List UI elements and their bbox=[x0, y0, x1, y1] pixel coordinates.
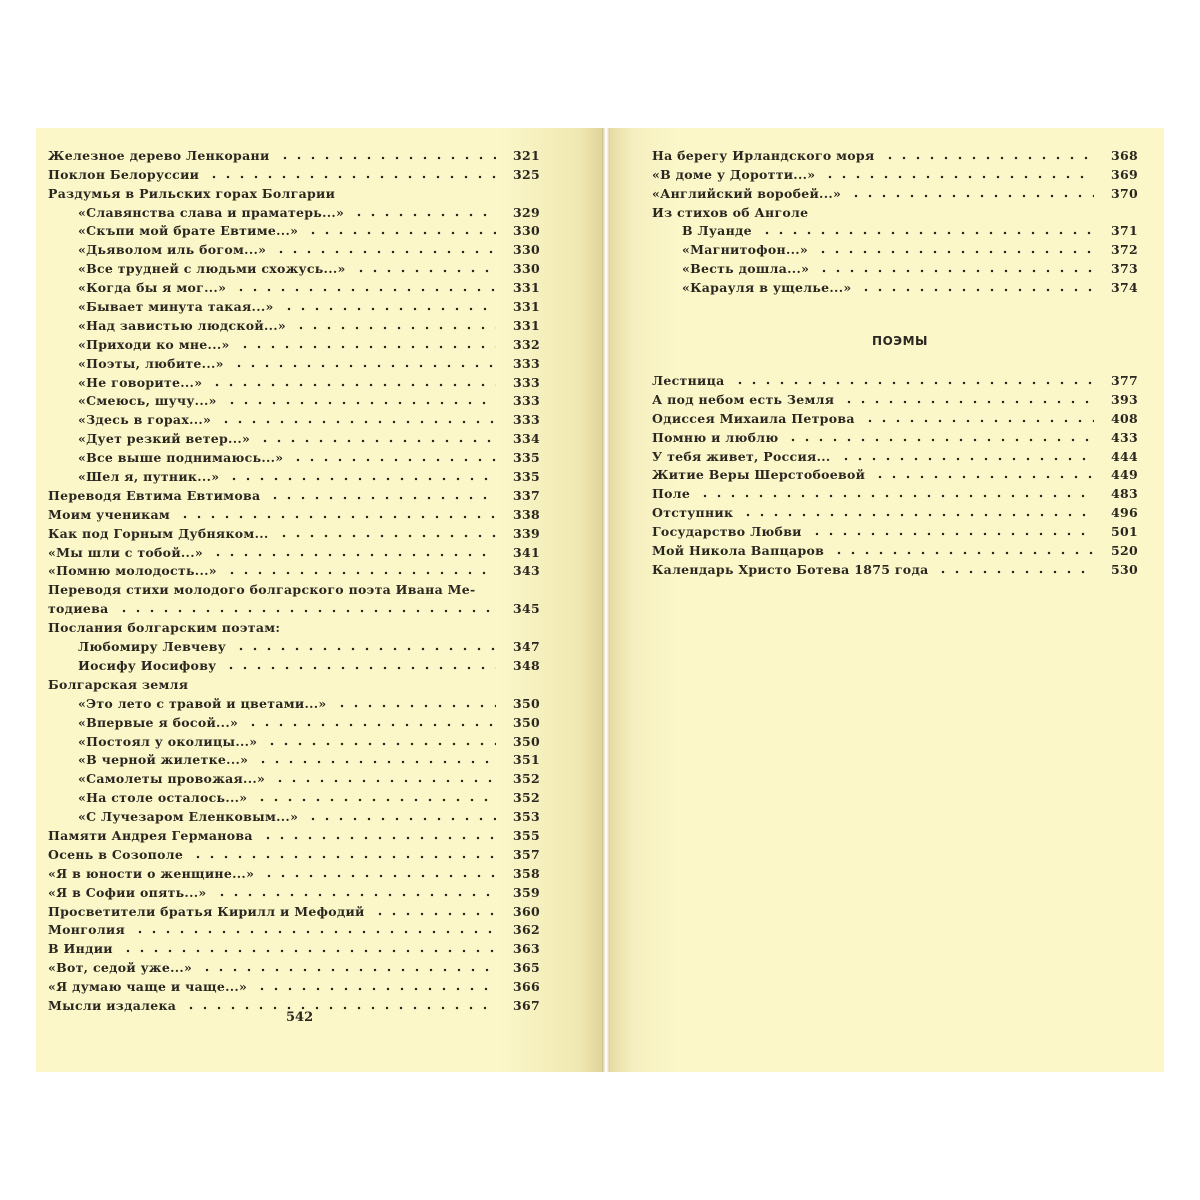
entry-title: «Я в Софии опять...» bbox=[48, 884, 207, 900]
entry-title: «Я думаю чаще и чаще...» bbox=[48, 979, 248, 995]
dot-leader bbox=[184, 1006, 496, 1010]
toc-entry bbox=[48, 408, 540, 427]
toc-entry bbox=[48, 238, 540, 257]
dot-leader bbox=[760, 231, 1094, 235]
entry-title: Мой Никола Вапцаров bbox=[652, 543, 825, 559]
toc-entry bbox=[48, 975, 540, 994]
toc-entry bbox=[48, 711, 540, 730]
entry-page-number: 449 bbox=[1111, 467, 1138, 483]
toc-entry bbox=[48, 937, 540, 956]
dot-leader bbox=[936, 570, 1094, 574]
toc-entry bbox=[652, 220, 1138, 239]
toc-entry bbox=[652, 558, 1138, 577]
toc-entry bbox=[652, 182, 1138, 201]
dot-leader bbox=[238, 345, 496, 349]
entry-page-number: 363 bbox=[513, 941, 540, 957]
entry-title: Раздумья в Рильских горах Болгарии bbox=[48, 185, 336, 201]
entry-title: Переводя стихи молодого болгарского поэта Ивана Ме- bbox=[48, 582, 476, 598]
entry-title: «Помню молодость...» bbox=[48, 563, 217, 579]
dot-leader bbox=[810, 532, 1094, 536]
toc-entry bbox=[48, 333, 540, 352]
entry-title: Послания болгарским поэтам: bbox=[48, 620, 281, 636]
toc-entry bbox=[652, 238, 1138, 257]
entry-title: Отступник bbox=[652, 505, 734, 521]
entry-page-number: 360 bbox=[513, 903, 540, 919]
entry-title: Календарь Христо Ботева 1875 года bbox=[652, 561, 929, 577]
dot-leader bbox=[741, 513, 1094, 517]
toc-entry bbox=[48, 220, 540, 239]
toc-entry bbox=[48, 805, 540, 824]
dot-leader bbox=[839, 457, 1094, 461]
dot-leader bbox=[306, 817, 496, 821]
toc-entry bbox=[652, 201, 1138, 220]
entry-page-number: 362 bbox=[513, 922, 540, 938]
toc-entry bbox=[652, 276, 1138, 295]
dot-leader bbox=[191, 855, 496, 859]
entry-title: На берегу Ирландского моря bbox=[652, 147, 875, 163]
entry-title: «Бывает минута такая...» bbox=[78, 299, 274, 315]
toc-entry bbox=[48, 824, 540, 843]
entry-page-number: 370 bbox=[1111, 185, 1138, 201]
toc-entry bbox=[652, 501, 1138, 520]
toc-entry bbox=[652, 426, 1138, 445]
toc-entry bbox=[48, 578, 540, 597]
entry-title: Государство Любви bbox=[652, 524, 802, 540]
toc-entry bbox=[48, 503, 540, 522]
entry-page-number: 530 bbox=[1111, 561, 1138, 577]
entry-title: «Все трудней с людьми схожусь...» bbox=[78, 261, 346, 277]
toc-entry bbox=[652, 163, 1138, 182]
entry-page-number: 335 bbox=[513, 450, 540, 466]
toc-entry bbox=[48, 749, 540, 768]
entry-title: Болгарская земля bbox=[48, 676, 189, 692]
entry-title: «Не говорите...» bbox=[78, 374, 203, 390]
dot-leader bbox=[261, 836, 496, 840]
dot-leader bbox=[232, 364, 496, 368]
dot-leader bbox=[234, 288, 496, 292]
dot-leader bbox=[211, 553, 496, 557]
toc-entry bbox=[48, 767, 540, 786]
entry-page-number: 330 bbox=[513, 223, 540, 239]
entry-page-number: 366 bbox=[513, 979, 540, 995]
entry-page-number: 358 bbox=[513, 865, 540, 881]
toc-right-container bbox=[652, 144, 1138, 577]
entry-title: Поле bbox=[652, 486, 691, 502]
entry-page-number: 333 bbox=[513, 374, 540, 390]
toc-entry bbox=[652, 388, 1138, 407]
entry-title: Житие Веры Шерстобоевой bbox=[652, 467, 866, 483]
dot-leader bbox=[352, 213, 496, 217]
entry-page-number: 444 bbox=[1111, 448, 1138, 464]
dot-leader bbox=[291, 458, 496, 462]
toc-left-list bbox=[48, 144, 540, 1013]
entry-title: «Английский воробей...» bbox=[652, 185, 842, 201]
toc-entry bbox=[652, 369, 1138, 388]
entry-page-number: 353 bbox=[513, 809, 540, 825]
toc-entry bbox=[652, 482, 1138, 501]
entry-title: «Дьяволом иль богом...» bbox=[78, 242, 267, 258]
entry-title: «Приходи ко мне...» bbox=[78, 336, 230, 352]
entry-page-number: 373 bbox=[1111, 261, 1138, 277]
entry-page-number: 433 bbox=[1111, 429, 1138, 445]
entry-page-number: 352 bbox=[513, 771, 540, 787]
toc-entry bbox=[48, 144, 540, 163]
dot-leader bbox=[225, 571, 496, 575]
entry-page-number: 345 bbox=[513, 601, 540, 617]
dot-leader bbox=[200, 968, 496, 972]
dot-leader bbox=[255, 798, 496, 802]
toc-entry bbox=[48, 730, 540, 749]
entry-title: Из стихов об Анголе bbox=[652, 204, 809, 220]
entry-page-number: 374 bbox=[1111, 280, 1138, 296]
dot-leader bbox=[117, 609, 496, 613]
entry-page-number: 350 bbox=[513, 695, 540, 711]
left-page bbox=[36, 128, 602, 1072]
toc-entry bbox=[652, 445, 1138, 464]
entry-title: «Все выше поднимаюсь...» bbox=[78, 450, 284, 466]
entry-page-number: 408 bbox=[1111, 410, 1138, 426]
entry-page-number: 325 bbox=[513, 166, 540, 182]
dot-leader bbox=[274, 250, 496, 254]
entry-page-number: 347 bbox=[513, 639, 540, 655]
entry-page-number: 355 bbox=[513, 827, 540, 843]
entry-title: «Мы шли с тобой...» bbox=[48, 544, 203, 560]
entry-title: «Когда бы я мог...» bbox=[78, 280, 227, 296]
dot-leader bbox=[786, 438, 1094, 442]
entry-page-number: 371 bbox=[1111, 223, 1138, 239]
dot-leader bbox=[294, 326, 496, 330]
entry-title: «Вот, седой уже...» bbox=[48, 960, 193, 976]
entry-page-number: 350 bbox=[513, 733, 540, 749]
dot-leader bbox=[288, 628, 496, 632]
dot-leader bbox=[698, 494, 1094, 498]
toc-entry bbox=[48, 352, 540, 371]
toc-entry bbox=[652, 407, 1138, 426]
entry-title: Мысли издалека bbox=[48, 997, 177, 1013]
entry-title: «Впервые я босой...» bbox=[78, 714, 239, 730]
entry-title: «Здесь в горах...» bbox=[78, 412, 212, 428]
entry-page-number: 369 bbox=[1111, 166, 1138, 182]
entry-page-number: 337 bbox=[513, 487, 540, 503]
toc-entry bbox=[652, 464, 1138, 483]
entry-page-number: 333 bbox=[513, 355, 540, 371]
entry-title: «Славянства слава и праматерь...» bbox=[78, 204, 345, 220]
toc-entry bbox=[48, 843, 540, 862]
entry-title: Поклон Белоруссии bbox=[48, 166, 200, 182]
toc-entry bbox=[48, 446, 540, 465]
toc-entry bbox=[48, 522, 540, 541]
entry-page-number: 350 bbox=[513, 714, 540, 730]
entry-page-number: 352 bbox=[513, 790, 540, 806]
toc-entry bbox=[48, 182, 540, 201]
dot-leader bbox=[273, 779, 496, 783]
entry-title: «Весть дошла...» bbox=[682, 261, 810, 277]
entry-page-number: 341 bbox=[513, 544, 540, 560]
toc-entry bbox=[48, 692, 540, 711]
entry-title: Лестница bbox=[652, 373, 725, 389]
entry-title: Просветители братья Кирилл и Мефодий bbox=[48, 903, 365, 919]
dot-leader bbox=[873, 475, 1094, 479]
dot-leader bbox=[816, 250, 1094, 254]
dot-leader bbox=[234, 647, 496, 651]
toc-entry bbox=[48, 427, 540, 446]
dot-leader bbox=[268, 496, 496, 500]
entry-page-number: 338 bbox=[513, 506, 540, 522]
entry-title: «Над завистью людской...» bbox=[78, 317, 287, 333]
toc-entry bbox=[48, 862, 540, 881]
toc-entry bbox=[48, 201, 540, 220]
entry-title: «Шел я, путник...» bbox=[78, 469, 220, 485]
entry-title: А под небом есть Земля bbox=[652, 391, 835, 407]
entry-title: Переводя Евтима Евтимова bbox=[48, 487, 261, 503]
entry-page-number: 496 bbox=[1111, 505, 1138, 521]
entry-page-number: 367 bbox=[513, 997, 540, 1013]
entry-page-number: 393 bbox=[1111, 391, 1138, 407]
dot-leader bbox=[842, 400, 1094, 404]
dot-leader bbox=[859, 288, 1094, 292]
dot-leader bbox=[256, 760, 496, 764]
dot-leader bbox=[278, 156, 496, 160]
toc-entry bbox=[48, 597, 540, 616]
toc-entry bbox=[652, 257, 1138, 276]
dot-leader bbox=[277, 534, 496, 538]
toc-entry bbox=[48, 881, 540, 900]
entry-title: «Карауля в ущелье...» bbox=[682, 280, 852, 296]
entry-title: «Дует резкий ветер...» bbox=[78, 431, 251, 447]
toc-entry bbox=[652, 520, 1138, 539]
dot-leader bbox=[733, 381, 1094, 385]
page-number: 542 bbox=[286, 1010, 314, 1025]
entry-title: У тебя живет, Россия... bbox=[652, 448, 831, 464]
toc-entry bbox=[48, 786, 540, 805]
entry-title: «С Лучезаром Еленковым...» bbox=[78, 809, 299, 825]
dot-leader bbox=[227, 477, 496, 481]
entry-page-number: 330 bbox=[513, 242, 540, 258]
toc-poems-list bbox=[652, 369, 1138, 577]
entry-page-number: 343 bbox=[513, 563, 540, 579]
entry-title: тодиева bbox=[48, 601, 109, 617]
entry-title: В Индии bbox=[48, 941, 113, 957]
toc-entry bbox=[48, 484, 540, 503]
toc-entry bbox=[48, 276, 540, 295]
dot-leader bbox=[196, 685, 496, 689]
entry-page-number: 333 bbox=[513, 393, 540, 409]
entry-page-number: 339 bbox=[513, 525, 540, 541]
entry-page-number: 365 bbox=[513, 960, 540, 976]
dot-leader bbox=[863, 419, 1094, 423]
entry-page-number: 501 bbox=[1111, 524, 1138, 540]
entry-title: Монголия bbox=[48, 922, 126, 938]
entry-page-number: 359 bbox=[513, 884, 540, 900]
dot-leader bbox=[262, 874, 496, 878]
entry-title: «Я в юности о женщине...» bbox=[48, 865, 255, 881]
entry-page-number: 351 bbox=[513, 752, 540, 768]
entry-title: «Скъпи мой брате Евтиме...» bbox=[78, 223, 299, 239]
entry-title: «Поэты, любите...» bbox=[78, 355, 224, 371]
toc-entry bbox=[48, 673, 540, 692]
dot-leader bbox=[883, 156, 1095, 160]
entry-page-number: 348 bbox=[513, 657, 540, 673]
dot-leader bbox=[849, 194, 1094, 198]
toc-entry bbox=[48, 371, 540, 390]
toc-entry bbox=[48, 956, 540, 975]
entry-title: Помню и люблю bbox=[652, 429, 779, 445]
entry-page-number: 331 bbox=[513, 280, 540, 296]
book-gutter bbox=[602, 128, 610, 1072]
dot-leader bbox=[832, 551, 1094, 555]
entry-title: Иосифу Иосифову bbox=[78, 657, 217, 673]
dot-leader bbox=[133, 930, 496, 934]
entry-title: «Это лето с травой и цветами...» bbox=[78, 695, 327, 711]
entry-page-number: 330 bbox=[513, 261, 540, 277]
dot-leader bbox=[817, 269, 1094, 273]
dot-leader bbox=[823, 175, 1094, 179]
dot-leader bbox=[816, 213, 1094, 217]
entry-page-number: 332 bbox=[513, 336, 540, 352]
entry-page-number: 334 bbox=[513, 431, 540, 447]
dot-leader bbox=[484, 590, 496, 594]
toc-entry bbox=[48, 900, 540, 919]
dot-leader bbox=[354, 269, 496, 273]
entry-page-number: 368 bbox=[1111, 147, 1138, 163]
toc-entry bbox=[48, 635, 540, 654]
toc-entry bbox=[48, 465, 540, 484]
entry-page-number: 331 bbox=[513, 299, 540, 315]
dot-leader bbox=[219, 420, 496, 424]
entry-page-number: 483 bbox=[1111, 486, 1138, 502]
toc-entry bbox=[48, 654, 540, 673]
toc-entry bbox=[48, 163, 540, 182]
dot-leader bbox=[265, 742, 496, 746]
entry-title: «Смеюсь, шучу...» bbox=[78, 393, 217, 409]
right-page bbox=[610, 128, 1164, 1072]
toc-entry bbox=[48, 314, 540, 333]
dot-leader bbox=[225, 401, 496, 405]
entry-page-number: 333 bbox=[513, 412, 540, 428]
dot-leader bbox=[258, 439, 496, 443]
entry-page-number: 520 bbox=[1111, 543, 1138, 559]
entry-title: Моим ученикам bbox=[48, 506, 171, 522]
entry-page-number: 329 bbox=[513, 204, 540, 220]
entry-title: «Постоял у околицы...» bbox=[78, 733, 258, 749]
dot-leader bbox=[373, 912, 496, 916]
dot-leader bbox=[210, 383, 496, 387]
toc-entry bbox=[48, 295, 540, 314]
toc-entry bbox=[48, 919, 540, 938]
entry-page-number: 377 bbox=[1111, 373, 1138, 389]
entry-page-number: 331 bbox=[513, 317, 540, 333]
entry-page-number: 372 bbox=[1111, 242, 1138, 258]
section-heading: ПОЭМЫ bbox=[872, 334, 928, 349]
dot-leader bbox=[306, 231, 496, 235]
entry-title: Осень в Созополе bbox=[48, 846, 184, 862]
entry-title: «Самолеты провожая...» bbox=[78, 771, 266, 787]
dot-leader bbox=[343, 194, 496, 198]
entry-title: Железное дерево Ленкорани bbox=[48, 147, 270, 163]
toc-entry bbox=[652, 144, 1138, 163]
toc-entry bbox=[48, 560, 540, 579]
dot-leader bbox=[255, 987, 496, 991]
toc-entry bbox=[48, 390, 540, 409]
entry-title: В Луанде bbox=[682, 223, 752, 239]
dot-leader bbox=[215, 893, 497, 897]
entry-title: Любомиру Левчеву bbox=[78, 639, 227, 655]
toc-entry bbox=[48, 257, 540, 276]
dot-leader bbox=[178, 515, 496, 519]
dot-leader bbox=[282, 307, 496, 311]
toc-entry bbox=[652, 539, 1138, 558]
entry-title: Как под Горным Дубняком... bbox=[48, 525, 269, 541]
toc-entry bbox=[48, 616, 540, 635]
dot-leader bbox=[246, 723, 496, 727]
entry-title: Памяти Андрея Германова bbox=[48, 827, 253, 843]
entry-title: «В доме у Доротти...» bbox=[652, 166, 816, 182]
entry-title: Одиссея Михаила Петрова bbox=[652, 410, 855, 426]
entry-page-number: 357 bbox=[513, 846, 540, 862]
entry-title: «В черной жилетке...» bbox=[78, 752, 249, 768]
book-spread bbox=[36, 128, 1164, 1072]
entry-title: «Магнитофон...» bbox=[682, 242, 809, 258]
dot-leader bbox=[224, 666, 496, 670]
dot-leader bbox=[121, 949, 496, 953]
dot-leader bbox=[207, 175, 496, 179]
entry-title: «На столе осталось...» bbox=[78, 790, 248, 806]
entry-page-number: 321 bbox=[513, 147, 540, 163]
toc-right-list bbox=[652, 144, 1138, 295]
entry-page-number: 335 bbox=[513, 469, 540, 485]
toc-entry bbox=[48, 541, 540, 560]
dot-leader bbox=[335, 704, 496, 708]
